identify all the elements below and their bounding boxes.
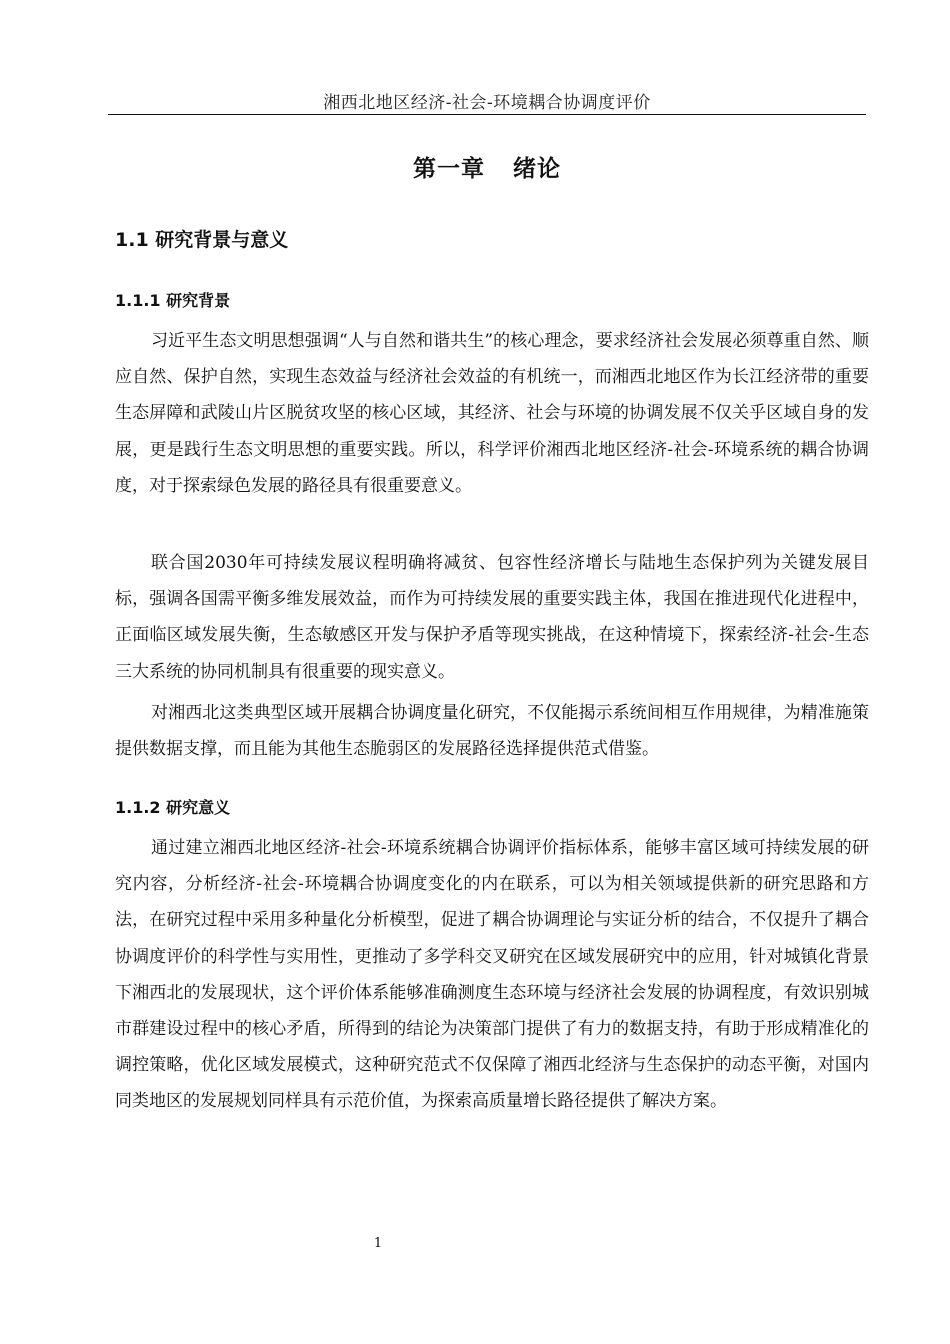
page-number: 1 [373,1236,383,1251]
paragraph-background-2: 联合国2030年可持续发展议程明确将减贫、包容性经济增长与陆地生态保护列为关键发展目标，强调各国需平衡多维发展效益，而作为可持续发展的重要实践主体，我国在推进现代化进程中，正面临区域发展失衡，生态敏感区开发与保护矛盾等现实挑战，在这种情境下，探索经济-社会-生态三大系统的协同机制具有很重要的现实意义。 [115,553,869,682]
chapter-number: 第一章 [413,156,485,182]
chapter-title [108,150,866,183]
subsection-heading-1-1-1: 1.1.1 研究背景 [115,291,231,310]
paragraph-background-1: 习近平生态文明思想强调“人与自然和谐共生”的核心理念，要求经济社会发展必须尊重自然、顺应自然、保护自然，实现生态效益与经济社会效益的有机统一，而湘西北地区作为长江经济带的重要生态屏障和武陵山片区脱贫攻坚的核心区域，其经济、社会与环境的协调发展不仅关乎区域自身的发展，更是践行生态文明思想的重要实践。所以，科学评价湘西北地区经济-社会-环境系统的耦合协调度，对于探索绿色发展的路径具有很重要意义。 [115,331,869,496]
chapter-name: 绪论 [513,156,561,182]
running-header: 湘西北地区经济-社会-环境耦合协调度评价 [323,93,651,113]
header-rule [108,114,866,115]
paragraph-background-3: 对湘西北这类典型区域开展耦合协调度量化研究，不仅能揭示系统间相互作用规律，为精准施策提供数据支撑，而且能为其他生态脆弱区的发展路径选择提供范式借鉴。 [115,703,869,760]
section-heading-1-1: 1.1 研究背景与意义 [115,229,289,251]
subsection-heading-1-1-2: 1.1.2 研究意义 [115,798,231,817]
paragraph-significance-1: 通过建立湘西北地区经济-社会-环境系统耦合协调评价指标体系，能够丰富区域可持续发展的研究内容，分析经济-社会-环境耦合协调度变化的内在联系，可以为相关领域提供新的研究思路和方法，在研究过程中采用多种量化分析模型，促进了耦合协调理论与实证分析的结合，不仅提升了耦合协调度评价的科学性与实用性，更推动了多学科交叉研究在区域发展研究中的应用，针对城镇化背景下湘西北的发展现状，这个评价体系能够准确测度生态环境与经济社会发展的协调程度，有效识别城市群建设过程中的核心矛盾，所得到的结论为决策部门提供了有力的数据支持，有助于形成精准化的调控策略，优化区域发展模式，这种研究范式不仅保障了湘西北经济与生态保护的动态平衡，对国内同类地区的发展规划同样具有示范价值，为探索高质量增长路径提供了解决方案。 [115,838,869,1112]
